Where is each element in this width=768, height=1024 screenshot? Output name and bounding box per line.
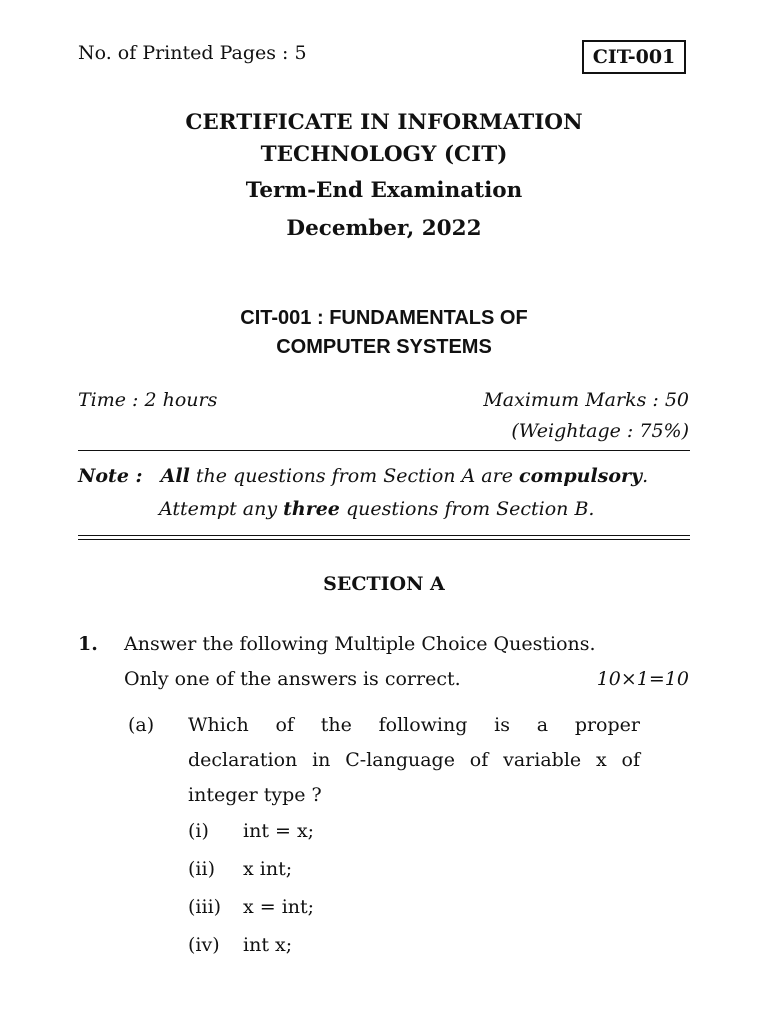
program-title-line1: CERTIFICATE IN INFORMATION — [185, 110, 583, 135]
weightage: (Weightage : 75%) — [511, 420, 689, 442]
option-number: (iv) — [188, 934, 220, 956]
part-a-word: the — [320, 714, 352, 736]
course-title-line2: COMPUTER SYSTEMS — [276, 336, 492, 358]
part-a-word: a — [536, 714, 549, 736]
part-a-line3: integer type ? — [188, 784, 322, 806]
part-a-word: of — [275, 714, 294, 736]
header-divider — [78, 450, 690, 451]
section-title: SECTION A — [323, 573, 445, 595]
part-a-word: following — [378, 714, 468, 736]
note-divider-bottom — [78, 539, 690, 540]
part-a-word: Which — [188, 714, 249, 736]
program-title-line2: TECHNOLOGY (CIT) — [260, 142, 508, 167]
time-allowed: Time : 2 hours — [78, 389, 218, 411]
part-a-label: (a) — [128, 714, 155, 736]
option-text: x = int; — [243, 896, 315, 918]
note-text4: questions from Section B. — [345, 498, 595, 520]
question-number: 1. — [78, 633, 98, 655]
option-text: int = x; — [243, 820, 315, 842]
option-number: (ii) — [188, 858, 215, 880]
question-instruction-line2: Only one of the answers is correct. — [124, 668, 461, 690]
course-title-line1: CIT-001 : FUNDAMENTALS OF — [240, 307, 528, 329]
note-emph-three: three — [283, 498, 340, 520]
part-a-word: is — [494, 714, 510, 736]
printed-pages: No. of Printed Pages : 5 — [78, 42, 307, 64]
option-number: (i) — [188, 820, 209, 842]
question-instruction-line1: Answer the following Multiple Choice Questions. — [124, 633, 596, 655]
note-divider-top — [78, 535, 690, 536]
part-a-line1 — [188, 714, 640, 736]
option-number: (iii) — [188, 896, 222, 918]
note-text3: Attempt any — [159, 498, 278, 520]
note-label: Note : — [78, 465, 143, 487]
note-emph-all: All — [160, 465, 190, 487]
part-a-word: proper — [574, 714, 640, 736]
question-marks: 10×1=10 — [596, 668, 689, 690]
exam-title: Term-End Examination — [245, 178, 523, 203]
option-text: int x; — [243, 934, 293, 956]
part-a-line2: declaration in C-language of variable x of — [188, 749, 640, 771]
option-text: x int; — [243, 858, 293, 880]
exam-date: December, 2022 — [286, 216, 482, 241]
note-line1 — [78, 465, 648, 487]
note-emph-compulsory: compulsory — [519, 465, 643, 487]
note-line2 — [159, 498, 594, 520]
note-text1: the questions from Section A are — [195, 465, 513, 487]
paper-code-box: CIT-001 — [582, 40, 686, 74]
maximum-marks: Maximum Marks : 50 — [483, 389, 689, 411]
note-text2: . — [642, 465, 649, 487]
